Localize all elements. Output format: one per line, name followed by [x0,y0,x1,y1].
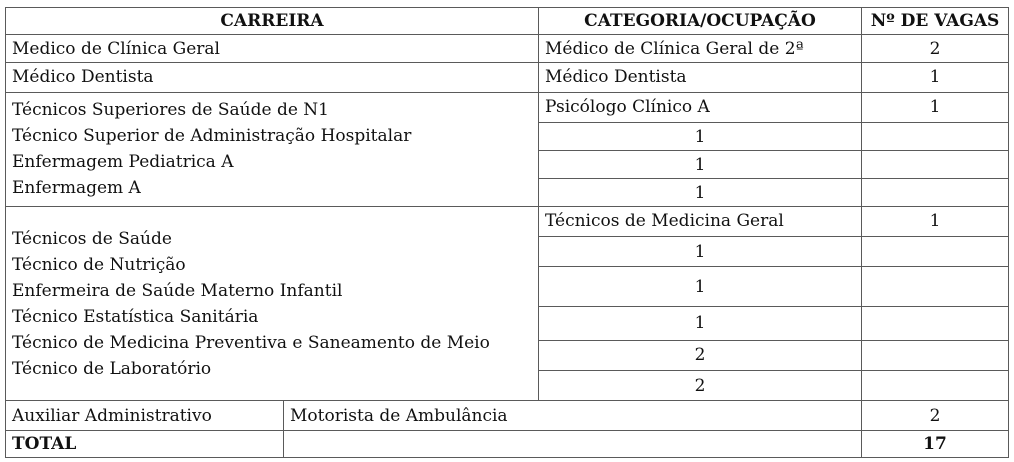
vagas-cell [862,371,1009,401]
table-row [6,35,1009,63]
vagas-cell: 1 [862,206,1009,236]
carreira-line: Técnicos de Saúde [12,228,172,249]
categoria-cell: Motorista de Ambulância [284,401,862,430]
categoria-cell: Médico de Clínica Geral de 2ª [539,35,862,63]
carreira-line: Técnico de Medicina Preventiva e Saneamento de Meio [12,332,490,353]
carreira-group-cell [6,92,539,206]
categoria-cell: 1 [539,122,862,150]
header-vagas: Nº DE VAGAS [862,8,1009,35]
categoria-cell: Técnicos de Medicina Geral [539,206,862,236]
vagas-table-frame [5,7,1008,458]
header-carreira: CARREIRA [6,8,539,35]
categoria-cell: 1 [539,267,862,307]
table-row [6,206,1009,236]
carreira-line: Técnico Estatística Sanitária [12,306,259,327]
total-empty-cell [284,430,862,457]
table-row [6,401,1009,430]
vagas-cell [862,151,1009,179]
vagas-cell: 1 [862,63,1009,92]
header-categoria: CATEGORIA/OCUPAÇÃO [539,8,862,35]
total-vagas: 17 [862,430,1009,457]
carreira-line: Enfermagem Pediatrica A [12,152,234,173]
total-label: TOTAL [6,430,284,457]
categoria-cell: 1 [539,307,862,341]
carreira-line: Técnicos Superiores de Saúde de N1 [12,100,329,121]
vagas-table [5,7,1009,458]
carreira-cell: Médico Dentista [6,63,539,92]
vagas-cell: 2 [862,401,1009,430]
carreira-line: Técnico de Laboratório [12,358,212,379]
categoria-cell: 1 [539,237,862,267]
categoria-cell: 1 [539,151,862,179]
categoria-cell: Psicólogo Clínico A [539,92,862,122]
vagas-cell [862,267,1009,307]
vagas-cell [862,237,1009,267]
carreira-cell: Medico de Clínica Geral [6,35,539,63]
vagas-cell [862,307,1009,341]
categoria-cell: 2 [539,371,862,401]
total-row [6,430,1009,457]
table-row [6,63,1009,92]
vagas-cell [862,179,1009,206]
vagas-cell [862,340,1009,370]
categoria-cell: Médico Dentista [539,63,862,92]
vagas-cell: 2 [862,35,1009,63]
carreira-line: Enfermeira de Saúde Materno Infantil [12,280,343,301]
carreira-line: Enfermagem A [12,178,141,199]
table-row [6,92,1009,122]
vagas-cell [862,122,1009,150]
carreira-cell: Auxiliar Administrativo [6,401,284,430]
carreira-line: Técnico Superior de Administração Hospitalar [12,126,412,147]
vagas-cell: 1 [862,92,1009,122]
carreira-line: Técnico de Nutrição [12,254,186,275]
categoria-cell: 2 [539,340,862,370]
header-row [6,8,1009,35]
carreira-group-cell [6,206,539,401]
categoria-cell: 1 [539,179,862,206]
